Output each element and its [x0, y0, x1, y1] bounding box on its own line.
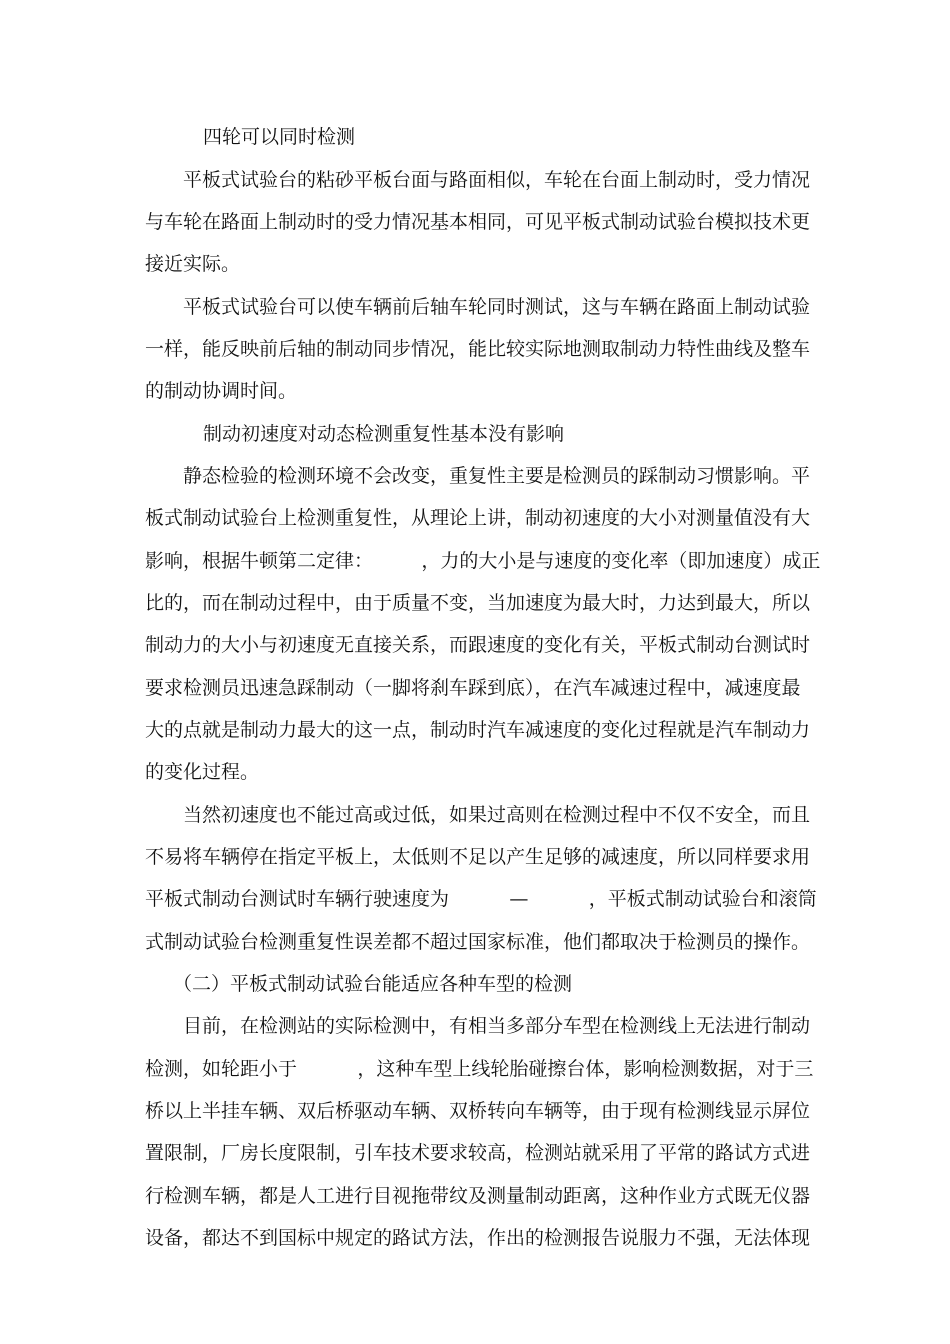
paragraph-line: 不易将车辆停在指定平板上，太低则不足以产生足够的减速度，所以同样要求用 — [145, 846, 811, 868]
paragraph-line: 的变化过程。 — [145, 761, 260, 783]
paragraph-line: 接近实际。 — [145, 253, 241, 275]
paragraph-line: 检测，如轮距小于 ，这种车型上线轮胎碰擦台体，影响检测数据，对于三 — [145, 1058, 814, 1080]
paragraph-line: 比的，而在制动过程中，由于质量不变，当加速度为最大时，力达到最大，所以 — [145, 592, 811, 614]
paragraph-line: 桥以上半挂车辆、双后桥驱动车辆、双桥转向车辆等，由于现有检测线显示屏位 — [145, 1100, 811, 1122]
paragraph-line: 静态检验的检测环境不会改变，重复性主要是检测员的踩制动习惯影响。平 — [183, 465, 811, 487]
paragraph-line: 行检测车辆，都是人工进行目视拖带纹及测量制动距离，这种作业方式既无仪器 — [145, 1185, 811, 1207]
section-heading-vehicle-types: （二）平板式制动试验台能适应各种车型的检测 — [173, 973, 573, 995]
paragraph-line: 的制动协调时间。 — [145, 380, 298, 402]
paragraph-line: 要求检测员迅速急踩制动（一脚将刹车踩到底），在汽车减速过程中，减速度最 — [145, 677, 801, 699]
paragraph-line: 式制动试验台检测重复性误差都不超过国家标准，他们都取决于检测员的操作。 — [145, 931, 811, 953]
paragraph-line: 平板式试验台可以使车辆前后轴车轮同时测试，这与车辆在路面上制动试验 — [183, 296, 811, 318]
paragraph-line: 当然初速度也不能过高或过低，如果过高则在检测过程中不仅不安全，而且 — [183, 804, 811, 826]
paragraph-line: 大的点就是制动力最大的这一点，制动时汽车减速度的变化过程就是汽车制动力 — [145, 719, 811, 741]
paragraph-line: 板式制动试验台上检测重复性，从理论上讲，制动初速度的大小对测量值没有大 — [145, 507, 811, 529]
paragraph-line: 目前，在检测站的实际检测中，有相当多部分车型在检测线上无法进行制动 — [183, 1015, 811, 1037]
paragraph-line: 影响，根据牛顿第二定律： ，力的大小是与速度的变化率（即加速度）成正 — [145, 550, 821, 572]
paragraph-line: 一样，能反映前后轴的制动同步情况，能比较实际地测取制动力特性曲线及整车 — [145, 338, 811, 360]
section-heading-initial-speed: 制动初速度对动态检测重复性基本没有影响 — [203, 423, 565, 445]
paragraph-line: 设备，都达不到国标中规定的路试方法，作出的检测报告说服力不强，无法体现 — [145, 1227, 811, 1249]
section-heading-four-wheel: 四轮可以同时检测 — [203, 126, 356, 148]
paragraph-line: 与车轮在路面上制动时的受力情况基本相同，可见平板式制动试验台模拟技术更 — [145, 211, 811, 233]
paragraph-line: 制动力的大小与初速度无直接关系，而跟速度的变化有关，平板式制动台测试时 — [145, 634, 811, 656]
paragraph-line: 置限制，厂房长度限制，引车技术要求较高，检测站就采用了平常的路试方式进 — [145, 1142, 811, 1164]
paragraph-line: 平板式制动台测试时车辆行驶速度为 — ，平板式制动试验台和滚筒 — [145, 888, 817, 910]
paragraph-line: 平板式试验台的粘砂平板台面与路面相似，车轮在台面上制动时，受力情况 — [183, 169, 811, 191]
